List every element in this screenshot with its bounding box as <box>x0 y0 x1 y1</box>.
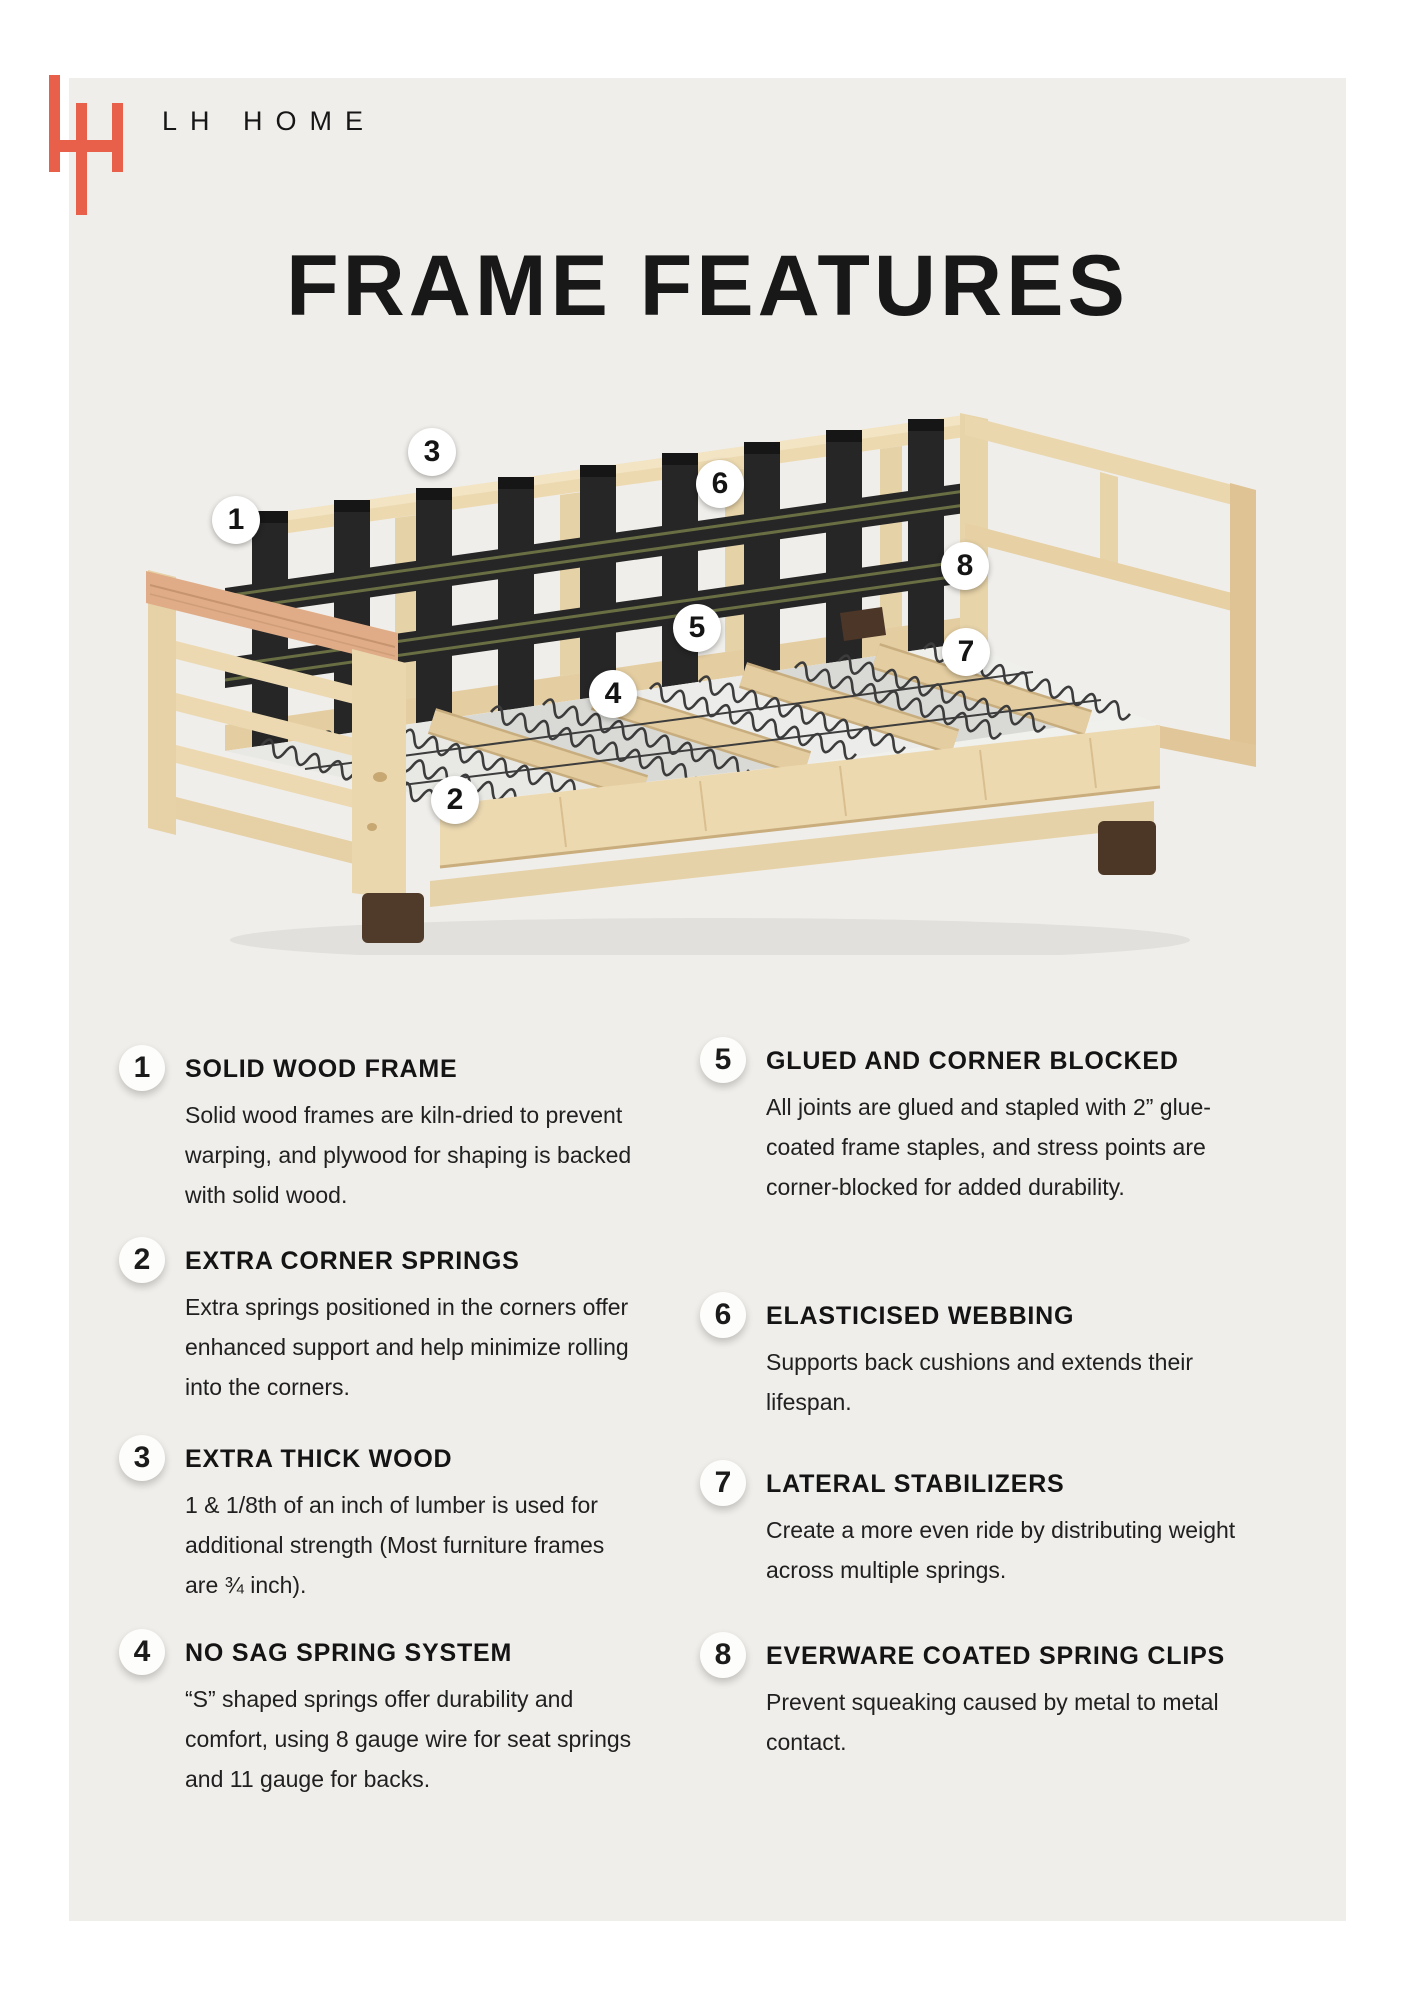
feature-number-badge: 1 <box>119 1045 165 1091</box>
feature-body: 1 & 1/8th of an inch of lumber is used for additional strength (Most furniture frames are ¾ inch). <box>185 1492 605 1598</box>
feature-item-6 <box>700 1292 1241 1422</box>
feature-item-1 <box>119 1045 640 1215</box>
feature-number-badge: 2 <box>119 1237 165 1283</box>
feature-item-4 <box>119 1629 640 1799</box>
feature-heading: EXTRA CORNER SPRINGS <box>185 1247 520 1275</box>
logo-bar <box>112 103 123 172</box>
front-left-foot <box>362 893 424 943</box>
feature-item-8 <box>700 1632 1241 1762</box>
callout-badge-5: 5 <box>673 604 721 652</box>
logo-bar <box>49 75 60 172</box>
lh-monogram-icon <box>49 75 124 216</box>
feature-body: Extra springs positioned in the corners offer enhanced support and help minimize rolling into the corners. <box>185 1294 629 1400</box>
front-right-foot <box>1098 821 1156 875</box>
feature-number-badge: 6 <box>700 1292 746 1338</box>
brand-name: LH HOME <box>162 106 377 136</box>
feature-heading: NO SAG SPRING SYSTEM <box>185 1639 513 1667</box>
feature-heading: LATERAL STABILIZERS <box>766 1470 1065 1498</box>
feature-body: Supports back cushions and extends their lifespan. <box>766 1349 1194 1415</box>
feature-heading: EVERWARE COATED SPRING CLIPS <box>766 1642 1226 1670</box>
feature-body: Create a more even ride by distributing weight across multiple springs. <box>766 1517 1236 1583</box>
feature-body: “S” shaped springs offer durability and comfort, using 8 gauge wire for seat springs and 11 gauge for backs. <box>185 1686 632 1792</box>
feature-item-2 <box>119 1237 640 1407</box>
callout-badge-6: 6 <box>696 460 744 508</box>
logo-bar <box>49 140 123 152</box>
feature-item-7 <box>700 1460 1241 1590</box>
rear-foot-block <box>840 607 886 641</box>
feature-body: Solid wood frames are kiln-dried to prevent warping, and plywood for shaping is backed with solid wood. <box>185 1102 632 1208</box>
feature-item-3 <box>119 1435 640 1605</box>
callout-badge-2: 2 <box>431 776 479 824</box>
feature-body: All joints are glued and stapled with 2” glue-coated frame staples, and stress points are corner-blocked for added durability. <box>766 1094 1211 1200</box>
feature-number-badge: 5 <box>700 1037 746 1083</box>
callout-badge-1: 1 <box>212 496 260 544</box>
page-title: FRAME FEATURES <box>286 238 1129 334</box>
callout-badge-4: 4 <box>589 670 637 718</box>
callout-badge-8: 8 <box>941 542 989 590</box>
feature-heading: EXTRA THICK WOOD <box>185 1445 453 1473</box>
feature-heading: GLUED AND CORNER BLOCKED <box>766 1047 1179 1075</box>
logo-bar <box>76 103 87 215</box>
feature-number-badge: 3 <box>119 1435 165 1481</box>
feature-heading: ELASTICISED WEBBING <box>766 1302 1075 1330</box>
feature-number-badge: 8 <box>700 1632 746 1678</box>
feature-heading: SOLID WOOD FRAME <box>185 1055 458 1083</box>
feature-item-5 <box>700 1037 1241 1207</box>
feature-number-badge: 4 <box>119 1629 165 1675</box>
callout-badge-7: 7 <box>942 628 990 676</box>
feature-number-badge: 7 <box>700 1460 746 1506</box>
feature-body: Prevent squeaking caused by metal to metal contact. <box>766 1689 1219 1755</box>
callout-badge-3: 3 <box>408 428 456 476</box>
